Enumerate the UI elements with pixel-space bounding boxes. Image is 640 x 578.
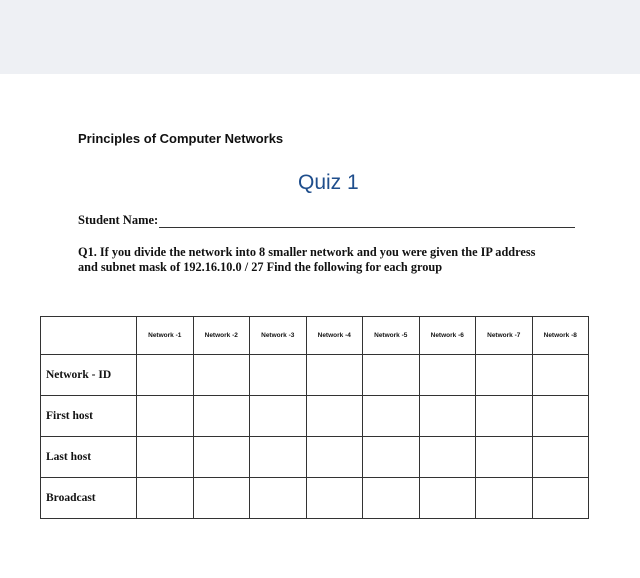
- answer-cell: [363, 437, 420, 478]
- column-header: Network -3: [250, 317, 307, 355]
- answer-cell: [137, 396, 194, 437]
- answer-cell: [250, 478, 307, 519]
- answer-cell: [419, 396, 476, 437]
- answer-cell: [250, 396, 307, 437]
- column-header: Network -4: [306, 317, 363, 355]
- header-corner-cell: [41, 317, 137, 355]
- row-label: Last host: [41, 437, 137, 478]
- answer-cell: [476, 437, 533, 478]
- answer-cell: [193, 437, 250, 478]
- answer-cell: [532, 437, 589, 478]
- answer-cell: [532, 396, 589, 437]
- row-label: First host: [41, 396, 137, 437]
- question-line-1: Q1. If you divide the network into 8 smaller network and you were given the IP address: [78, 245, 536, 259]
- answer-cell: [193, 355, 250, 396]
- answer-cell: [532, 355, 589, 396]
- table-header-row: [41, 317, 589, 355]
- column-header: Network -7: [476, 317, 533, 355]
- top-band: [0, 0, 640, 74]
- answer-cell: [419, 355, 476, 396]
- student-name-label: Student Name:: [78, 213, 159, 227]
- answer-cell: [363, 355, 420, 396]
- course-title: Principles of Computer Networks: [78, 131, 284, 146]
- column-header: Network -8: [532, 317, 589, 355]
- answer-cell: [363, 396, 420, 437]
- answer-cell: [306, 437, 363, 478]
- column-header: Network -5: [363, 317, 420, 355]
- answer-cell: [306, 396, 363, 437]
- column-header: Network -2: [193, 317, 250, 355]
- answer-cell: [476, 478, 533, 519]
- table-row: [41, 437, 589, 478]
- answer-cell: [306, 355, 363, 396]
- table-row: [41, 478, 589, 519]
- answer-cell: [137, 355, 194, 396]
- answer-cell: [532, 478, 589, 519]
- table-row: [41, 396, 589, 437]
- quiz-title: Quiz 1: [298, 171, 359, 194]
- answer-cell: [419, 437, 476, 478]
- question-text: [78, 245, 583, 275]
- answer-cell: [193, 396, 250, 437]
- answer-cell: [476, 355, 533, 396]
- student-name-blank: [159, 215, 575, 228]
- column-header: Network -1: [137, 317, 194, 355]
- answer-cell: [306, 478, 363, 519]
- answer-table: [40, 316, 589, 519]
- answer-cell: [137, 478, 194, 519]
- answer-cell: [419, 478, 476, 519]
- row-label: Broadcast: [41, 478, 137, 519]
- answer-cell: [476, 396, 533, 437]
- row-label: Network - ID: [41, 355, 137, 396]
- question-line-2: and subnet mask of 192.16.10.0 / 27 Find the following for each group: [78, 260, 443, 274]
- student-name-line: [78, 213, 575, 228]
- answer-cell: [363, 478, 420, 519]
- table-row: [41, 355, 589, 396]
- answer-cell: [250, 355, 307, 396]
- answer-cell: [137, 437, 194, 478]
- answer-cell: [193, 478, 250, 519]
- answer-cell: [250, 437, 307, 478]
- column-header: Network -6: [419, 317, 476, 355]
